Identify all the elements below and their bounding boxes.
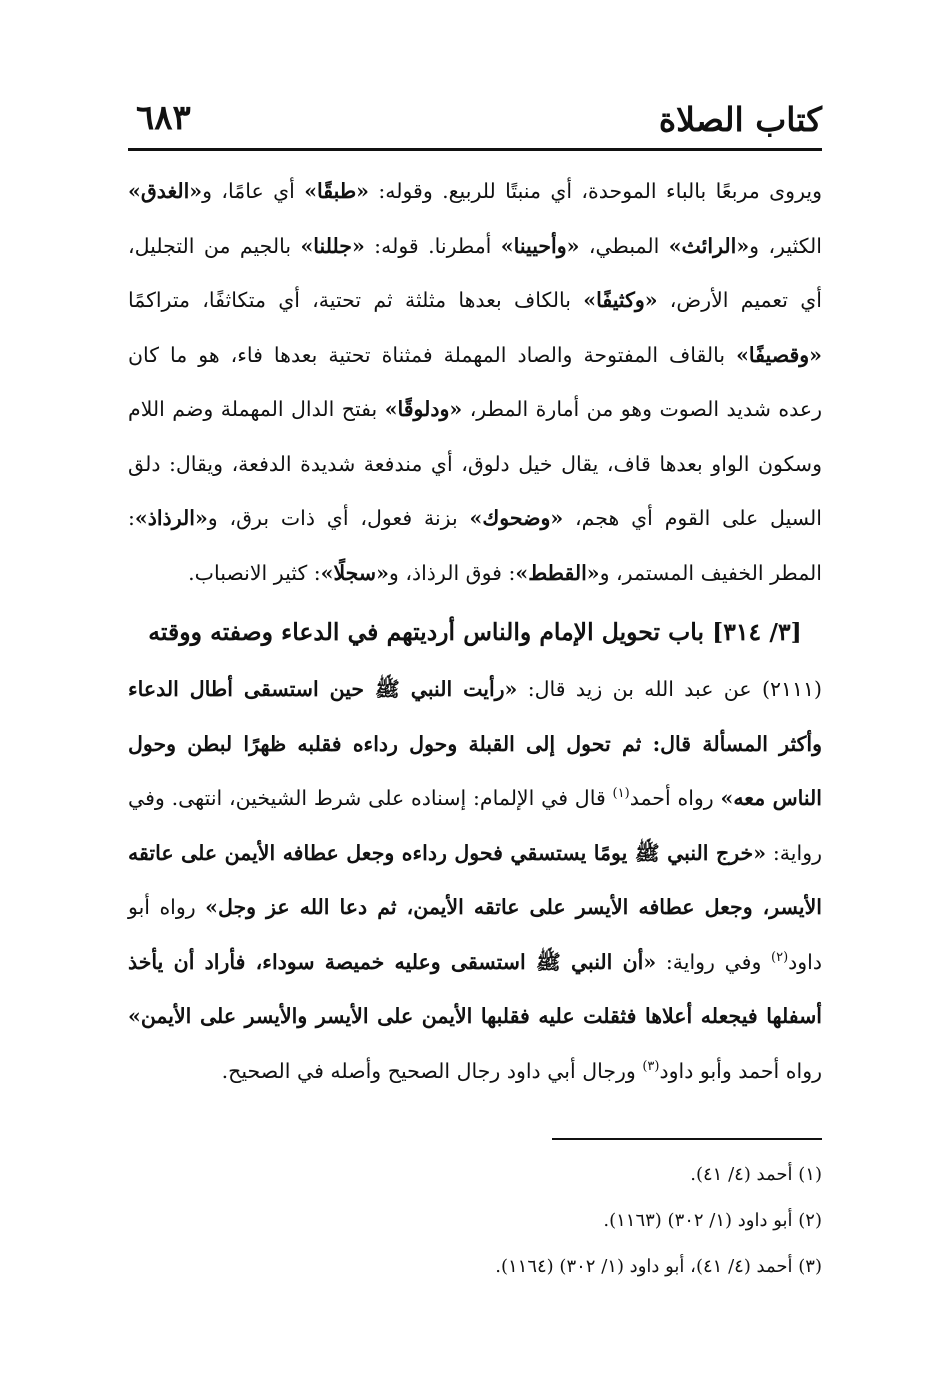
text-run: ورجال أبي داود رجال الصحيح وأصله في الصحيح. — [221, 1058, 643, 1083]
footnote-marker-1: (١) — [612, 786, 630, 802]
text-run: رواه أبو داود — [128, 895, 823, 974]
text-run: : فوق الرذاذ، و — [388, 560, 516, 585]
term-wa-kathifan: «وكثيفًا» — [583, 288, 658, 312]
text-run: ويروى مربعًا بالباء الموحدة، أي منبتًا للربيع. وقوله: — [368, 179, 822, 203]
text-run: رواه أحمد — [629, 786, 721, 810]
hadith-paragraph — [128, 662, 822, 1098]
footnote-marker-2: (٢) — [771, 949, 789, 965]
text-run: بالجيم من التجليل، أي تعميم الأرض، — [128, 233, 822, 312]
term-wa-dahuk: «وضحوك» — [469, 506, 564, 530]
footnote-marker-3: (٣) — [642, 1058, 660, 1074]
term-al-raith: «الرائث» — [668, 233, 750, 258]
text-run: أي عامًا، و — [202, 179, 305, 203]
page-header — [128, 96, 822, 146]
text-run: رواه أحمد وأبو داود — [659, 1058, 822, 1083]
text-run: بالقاف المفتوحة والصاد المهملة فمثناة تحتية بعدها فاء، هو ما كان رعده شديد الصوت وهو من أمارة المطر، — [128, 342, 822, 421]
term-wa-qasifan: «وقصيفًا» — [736, 342, 822, 367]
text-run: : المطر الخفيف المستمر، و — [128, 506, 822, 585]
text-run: وفي رواية: — [656, 949, 772, 974]
footnote: (٢) أبو داود (١/ ٣٠٢) (١١٦٣). — [603, 1210, 822, 1231]
text-run: المبطي، — [579, 233, 669, 258]
text-run: بفتح الدال المهملة وضم اللام وسكون الواو بعدها قاف، يقال خيل دلوق، أي مندفعة شديدة الدفعة، ويقال: دلق السيل على القوم أي هجم، — [128, 397, 822, 530]
hadith-number-and-narrator: (٢١١١) عن عبد الله بن زيد قال: — [517, 677, 823, 701]
page-number: ٦٨٣ — [136, 98, 191, 138]
hadith-text: «خرج النبي ﷺ يومًا يستسقي فحول رداءه وجعل عطافه الأيمن على عاتقه الأيسر، وجعل عطافه الأيسر على عاتقه الأيمن، ثم دعا الله عز وجل» — [128, 840, 822, 919]
footnote-divider — [552, 1138, 822, 1140]
term-jallilna: «جللنا» — [300, 233, 365, 258]
term-tabaqan: «طبقًا» — [304, 179, 369, 203]
text-run: بالكاف بعدها مثلثة ثم تحتية، أي متكاثفًا، متراكمًا — [128, 288, 584, 312]
header-divider — [128, 148, 822, 151]
footnote: (١) أحمد (٤/ ٤١). — [690, 1164, 822, 1185]
footnotes — [128, 1152, 822, 1290]
running-title: كتاب الصلاة — [658, 100, 822, 139]
hadith-text: «رأيت النبي ﷺ حين استسقى أطال الدعاء وأكثر المسألة قال: ثم تحول إلى القبلة وحول رداءه فقلبه ظهرًا لبطن وحول الناس معه» — [128, 677, 822, 810]
footnote: (٣) أحمد (٤/ ٤١)، أبو داود (١/ ٣٠٢) (١١٦٤). — [495, 1256, 822, 1277]
text-run: بزنة فعول، أي ذات برق، و — [207, 506, 470, 530]
text-run: قال في الإلمام: إسناده على شرط الشيخين، انتهى. وفي رواية: — [128, 786, 822, 865]
term-wa-daluqan: «ودلوقًا» — [384, 397, 463, 421]
commentary-paragraph — [128, 164, 822, 600]
page-body — [128, 164, 822, 1098]
term-al-radhadh: «الرذاذ» — [134, 506, 208, 530]
text-run: الكثير، و — [749, 233, 823, 258]
hadith-text: «أن النبي ﷺ استسقى وعليه خميصة سوداء، فأراد أن يأخذ أسفلها فيجعله أعلاها فثقلت عليه فقلبها الأيمن على الأيسر والأيسر على الأيمن» — [128, 949, 822, 1028]
term-sajlan: «سجلًا» — [320, 560, 389, 585]
term-al-qitat: «القطط» — [515, 560, 600, 585]
term-wa-ahyayna: «وأحيينا» — [500, 233, 580, 258]
chapter-heading: [٣/ ٣١٤] باب تحويل الإمام والناس أرديتهم في الدعاء وصفته ووقته — [148, 618, 802, 646]
term-al-ghadaq: «الغدق» — [128, 179, 203, 203]
text-run: : كثير الانصباب. — [188, 560, 321, 585]
text-run: أمطرنا. قوله: — [364, 233, 501, 258]
